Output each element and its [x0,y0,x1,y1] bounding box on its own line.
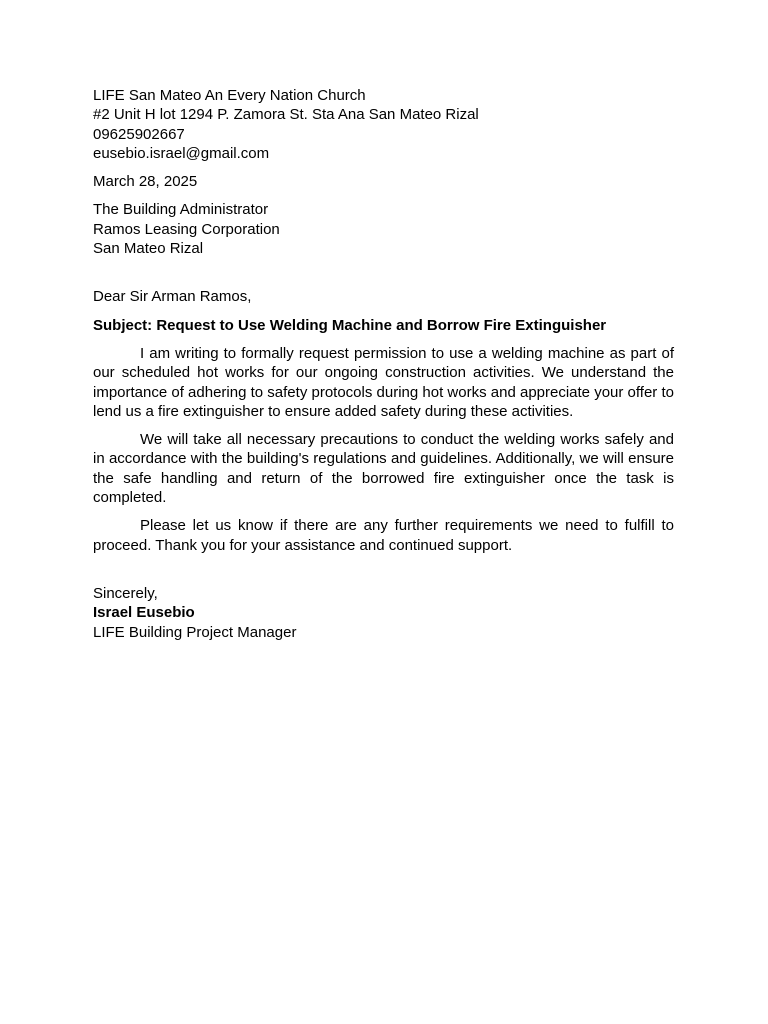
letter-date: March 28, 2025 [93,173,198,191]
recipient-block [93,200,674,258]
body-paragraph-3: Please let us know if there are any further requirements we need to fulfill to proceed. Thank you for your assistance and continued support. [93,517,674,554]
letter-page [93,86,674,642]
sender-organization: LIFE San Mateo An Every Nation Church [93,87,366,104]
salutation: Dear Sir Arman Ramos, [93,288,252,306]
sender-address: #2 Unit H lot 1294 P. Zamora St. Sta Ana San Mateo Rizal [93,106,479,124]
recipient-location: San Mateo Rizal [93,240,204,258]
sender-email: eusebio.israel@gmail.com [93,144,270,162]
signatory-position: LIFE Building Project Manager [93,623,297,641]
recipient-title: The Building Administrator [93,201,269,219]
body-paragraph-1: I am writing to formally request permission to use a welding machine as part of our scheduled hot works for our ongoing construction activities. We understand the importance of adhering to safety protocols during hot works and appreciate your offer to lend us a fire extinguisher to ensure added safety during these activities. [93,344,674,420]
sender-block [93,86,674,163]
recipient-company: Ramos Leasing Corporation [93,220,280,238]
subject-line: Subject: Request to Use Welding Machine and Borrow Fire Extinguisher [93,316,607,334]
body-paragraph-2: We will take all necessary precautions to conduct the welding works safely and in accordance with the building's regulations and guidelines. Additionally, we will ensure the safe handling and return of the borrowed fire extinguisher once the task is completed. [93,431,674,507]
valediction: Sincerely, [93,584,158,602]
closing-block [93,584,674,642]
signatory-name: Israel Eusebio [93,604,195,622]
sender-phone: 09625902667 [93,125,185,143]
